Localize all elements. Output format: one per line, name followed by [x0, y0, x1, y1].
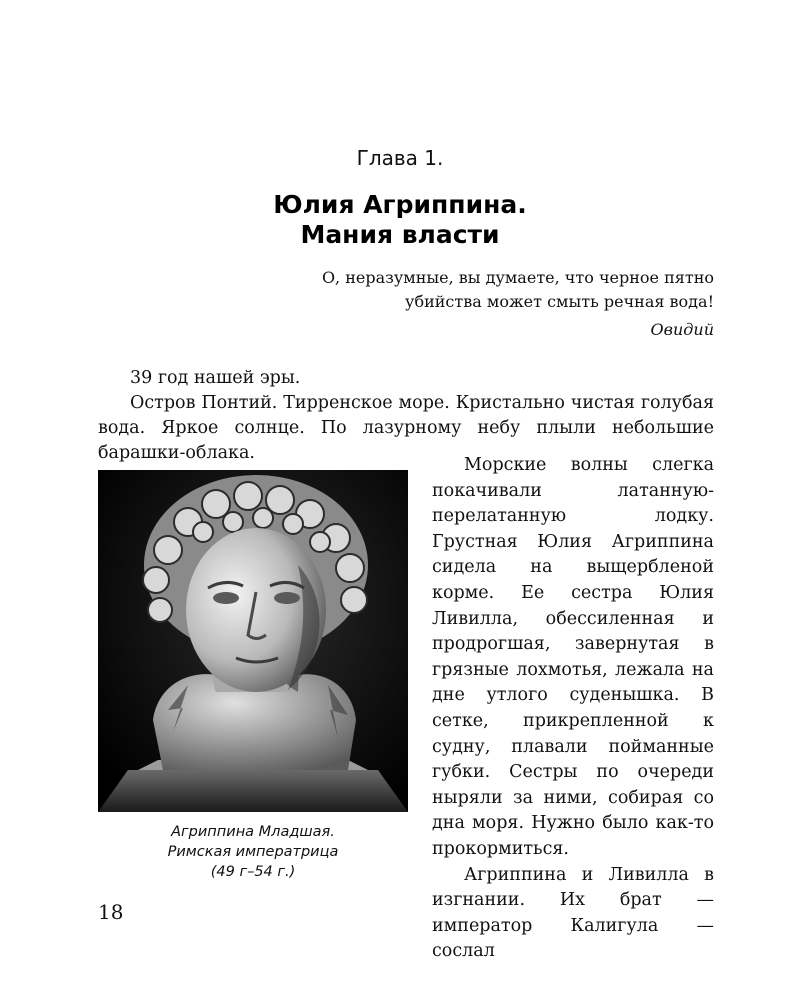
chapter-title-line-2: Мания власти [300, 220, 500, 249]
column-paragraph-1: Морские волны слегка покачивали латанную-перелатанную лодку. Грустная Юлия Агриппина сидела на выщербленой корме. Ее сестра Юлия Ливилла, обессиленная и продрогшая, завернутая в грязные лохмотья, лежала на дне утлого суденышка. В сетке, прикрепленной к судну, плавали пойманные губки. Сестры по очереди ныряли за ними, собирая со дна моря. Нужно было как-то прокормиться. [432, 455, 714, 859]
epigraph-line-1: О, неразумные, вы думаете, что черное пятно [321, 268, 714, 287]
bust-photo [98, 470, 408, 812]
epigraph [274, 266, 714, 342]
photo-caption [98, 822, 408, 882]
epigraph-author: Овидий [650, 320, 714, 339]
page-number: 18 [98, 900, 124, 924]
caption-line-1: Агриппина Младшая. [171, 824, 335, 840]
column-paragraph-2: Агриппина и Ливилла в изгнании. Их брат — император Калигула — сослал [432, 864, 714, 962]
caption-line-2: Римская императрица [167, 844, 339, 860]
intro-paragraph-1: 39 год нашей эры. [130, 368, 301, 388]
caption-line-3: (49 г–54 г.) [210, 864, 296, 880]
intro-paragraph-2: Остров Понтий. Тирренское море. Кристально чистая голубая вода. Яркое солнце. По лазурному небу плыли небольшие барашки-облака. [98, 393, 714, 463]
chapter-title-line-1: Юлия Агриппина. [273, 190, 527, 219]
chapter-label: Глава 1. [356, 146, 444, 170]
marble-bust-image [98, 470, 408, 812]
intro-text [98, 366, 714, 466]
epigraph-line-2: убийства может смыть речная вода! [405, 292, 714, 311]
chapter-title [0, 190, 800, 250]
body-column [432, 453, 714, 965]
